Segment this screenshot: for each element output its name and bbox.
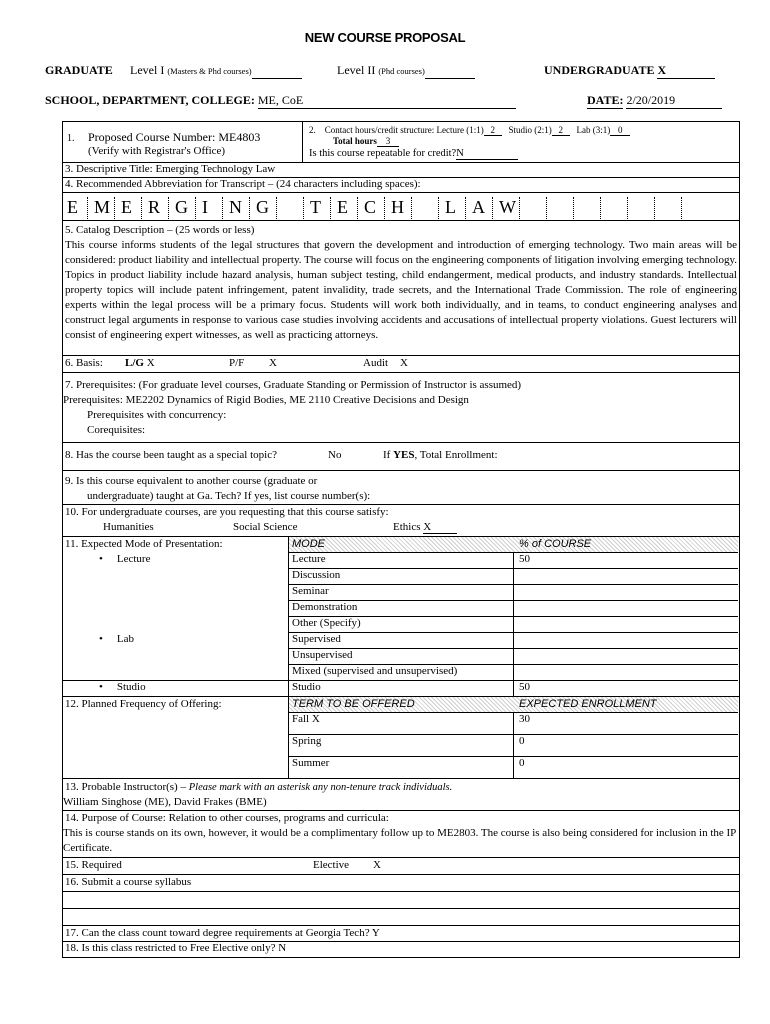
divider: [302, 122, 303, 162]
studio-hours-value: 2: [552, 125, 570, 136]
abbreviation-divider: [546, 197, 547, 219]
abbreviation-label: 4. Recommended Abbreviation for Transcript – (24 characters including spaces):: [65, 178, 421, 190]
abbreviation-char: W: [499, 197, 516, 217]
catalog-description: This course informs students of the legal structures that govern the development and introduction of emerging technology. Two main areas will be considered: product liability and intellectual property. The course will focus on the engineering components of litigation involving emerging technology. Topics in product liability include hazard analysis, human subject testing, child endangerment, medical products, and industry standards. Intellectual property topics will include patent infringement, patent invalidity, trade secrets, and the International Trade Commission. The role of engineering experts within the legal process will be a primary focus. Students will work both individually, and in teams, to conduct engineering analyses and construct legal arguments in response to various case studies involving accidents and accusations of intellectual property violations. Guest lecturers will consist of engineering expert witnesses, as well as practicing attorneys.: [65, 239, 737, 341]
descriptive-title: 3. Descriptive Title: Emerging Technology Law: [65, 163, 276, 175]
percent-column-header: % of COURSE: [519, 538, 592, 550]
school-label: SCHOOL, DEPARTMENT, COLLEGE:: [45, 93, 255, 107]
equivalent-line1: 9. Is this course equivalent to another course (graduate or: [65, 475, 318, 487]
abbreviation-divider: [249, 197, 250, 219]
abbreviation-divider: [384, 197, 385, 219]
corequisites: Corequisites:: [87, 424, 146, 436]
date-label: DATE:: [587, 93, 624, 107]
repeatable-label: Is this course repeatable for credit?: [309, 148, 457, 159]
term-name: Fall X: [292, 713, 320, 725]
row-free-elective: [63, 942, 739, 957]
prerequisites-value: Prerequisites: ME2202 Dynamics of Rigid Bodies, ME 2110 Creative Decisions and Design: [63, 394, 469, 406]
level2-label: Level II: [337, 63, 376, 77]
level1-note: (Masters & Phd courses): [167, 66, 252, 76]
purpose-label: 14. Purpose of Course: Relation to other courses, programs and curricula:: [65, 812, 389, 824]
mode-name: Demonstration: [292, 601, 358, 613]
degree-requirements: 17. Can the class count toward degree requirements at Georgia Tech? Y: [65, 927, 380, 939]
term-enrollment: 0: [519, 735, 525, 747]
enrollment-column-header: EXPECTED ENROLLMENT: [519, 698, 657, 710]
basis-lg-label: L/G: [125, 357, 144, 369]
term-enrollment: 0: [519, 757, 525, 769]
row-equivalent-course: [63, 471, 739, 505]
row-prerequisites: [63, 373, 739, 443]
total-hours-field: [333, 136, 399, 147]
mode-name: Other (Specify): [292, 617, 361, 629]
mode-group-label: Studio: [116, 681, 146, 693]
abbreviation-divider: [654, 197, 655, 219]
row-abbreviation: [63, 178, 739, 193]
lab-label: Lab (3:1): [576, 125, 611, 135]
mode-row-divider: [63, 680, 289, 681]
row-required: [63, 858, 739, 875]
undergraduate-value: X: [657, 63, 715, 79]
mode-name: Supervised: [292, 633, 341, 645]
abbreviation-divider: [357, 197, 358, 219]
row-catalog-description: [63, 221, 739, 356]
mode-percent: 50: [519, 553, 530, 565]
abbreviation-char: M: [94, 197, 111, 217]
abbreviation-char: E: [67, 197, 78, 217]
abbreviation-divider: [168, 197, 169, 219]
abbreviation-char: C: [364, 197, 377, 217]
basis-lg-value: X: [146, 357, 155, 369]
if-yes-prefix: If: [383, 449, 394, 461]
abbreviation-divider: [303, 197, 304, 219]
lecture-hours-value: 2: [484, 125, 502, 136]
page-title: NEW COURSE PROPOSAL: [304, 30, 466, 45]
basis-lg-field: [125, 357, 155, 369]
free-elective: 18. Is this class restricted to Free Elective only? N: [65, 942, 287, 954]
row-syllabus: [63, 875, 739, 892]
mode-name: Seminar: [292, 585, 329, 597]
abbreviation-divider: [330, 197, 331, 219]
abbreviation-char: G: [175, 197, 188, 217]
mode-percent: 50: [519, 681, 530, 693]
row-purpose: [63, 811, 739, 858]
row-special-topic: [63, 443, 739, 471]
abbreviation-divider: [141, 197, 142, 219]
abbreviation-divider: [600, 197, 601, 219]
abbreviation-divider: [492, 197, 493, 219]
row-mode-presentation: [63, 537, 739, 697]
special-topic-answer: No: [328, 449, 342, 461]
abbreviation-divider: [114, 197, 115, 219]
frequency-row-divider: [289, 734, 738, 735]
repeatable-value: N: [456, 148, 518, 160]
row-basis: [63, 356, 739, 373]
satisfy-question: 10. For undergraduate courses, are you requesting that this course satisfy:: [65, 506, 389, 518]
equivalent-line2: undergraduate) taught at Ga. Tech? If yes, list course number(s):: [87, 490, 371, 502]
proposal-form: [62, 121, 740, 958]
level2-note: (Phd courses): [378, 66, 425, 76]
basis-audit-value: X: [400, 357, 408, 369]
if-yes-suffix: , Total Enrollment:: [414, 449, 498, 461]
elective-label: Elective: [313, 859, 350, 871]
mode-name: Discussion: [292, 569, 341, 581]
mode-row-divider: [289, 632, 738, 633]
abbreviation-char: T: [310, 197, 321, 217]
abbreviation-divider: [411, 197, 412, 219]
catalog-heading: 5. Catalog Description – (25 words or less): [65, 224, 255, 236]
instructor-label: 13. Probable Instructor(s) –: [65, 781, 189, 793]
mode-group-label: Lab: [116, 633, 134, 645]
instructor-note: Please mark with an asterisk any non-tenure track individuals.: [188, 782, 453, 793]
mode-group: [99, 553, 150, 565]
ethics-field: [393, 521, 457, 534]
mode-row-divider: [289, 584, 738, 585]
prerequisites-concurrency: Prerequisites with concurrency:: [87, 409, 227, 421]
abbreviation-divider: [222, 197, 223, 219]
abbreviation-divider: [438, 197, 439, 219]
row-blank: [63, 892, 739, 909]
special-topic-question: 8. Has the course been taught as a special topic?: [65, 449, 277, 461]
abbreviation-divider: [519, 197, 520, 219]
mode-name: Lecture: [292, 553, 326, 565]
lab-hours-value: 0: [610, 125, 630, 136]
abbreviation-divider: [681, 197, 682, 219]
row-blank: [63, 909, 739, 926]
studio-label: Studio (2:1): [508, 125, 552, 135]
mode-row-divider: [289, 552, 738, 553]
instructor-heading: [65, 781, 452, 793]
mode-column-header: MODE: [292, 538, 325, 550]
contact-hours-label: Contact hours/credit structure: Lecture (1:1): [324, 125, 484, 135]
prerequisites-heading: 7. Prerequisites: (For graduate level courses, Graduate Standing or Permission of Instructor is assumed): [65, 379, 522, 391]
abbreviation-divider: [627, 197, 628, 219]
instructor-value: William Singhose (ME), David Frakes (BME): [63, 796, 267, 808]
s2-number: 2.: [309, 125, 316, 135]
graduate-row: [45, 63, 113, 78]
mode-row-divider: [289, 648, 738, 649]
frequency-label: 12. Planned Frequency of Offering:: [65, 698, 222, 710]
abbreviation-char: R: [148, 197, 161, 217]
abbreviation-boxes: [63, 193, 739, 221]
s1-number: 1.: [67, 133, 75, 144]
row-descriptive-title: [63, 163, 739, 178]
contact-hours-field: [309, 125, 630, 136]
mode-header-bg: [289, 537, 738, 552]
total-enrollment-label: [383, 449, 498, 461]
mode-name: Mixed (supervised and unsupervised): [292, 665, 458, 677]
purpose-body: This is course stands on its own, however, it would be a complimentary follow up to ME2803. The course is also being considered for inclusion in the IP Certificate.: [63, 827, 736, 854]
ethics-label: Ethics: [393, 521, 421, 533]
mode-group: [99, 633, 134, 645]
undergraduate-field: [544, 63, 715, 79]
basis-pf-value: X: [269, 357, 277, 369]
course-number-value: ME4803: [218, 130, 261, 144]
abbreviation-char: I: [202, 197, 208, 217]
row-course-number: [63, 122, 739, 163]
date-field: [587, 93, 722, 109]
social-science-label: Social Science: [233, 521, 298, 533]
undergraduate-label: UNDERGRADUATE: [544, 63, 655, 77]
school-field: [45, 93, 516, 109]
mode-row-divider: [289, 568, 738, 569]
term-enrollment: 30: [519, 713, 530, 725]
bullet-icon: •: [99, 681, 103, 693]
row-instructors: [63, 779, 739, 811]
level1-field: [130, 63, 302, 79]
humanities-label: Humanities: [103, 521, 154, 533]
row-degree-requirements: [63, 926, 739, 942]
abbreviation-divider: [276, 197, 277, 219]
abbreviation-char: E: [121, 197, 132, 217]
date-value: 2/20/2019: [626, 93, 722, 109]
level2-field: [337, 63, 475, 79]
required-label: 15. Required: [65, 859, 122, 871]
frequency-row-divider: [289, 712, 738, 713]
basis-pf-label: P/F: [229, 357, 245, 369]
ethics-value: X: [423, 521, 457, 534]
course-number-field: [88, 130, 260, 145]
abbreviation-char: N: [229, 197, 242, 217]
bullet-icon: •: [99, 553, 103, 565]
total-hours-value: 3: [377, 136, 399, 147]
abbreviation-char: A: [472, 197, 485, 217]
abbreviation-divider: [573, 197, 574, 219]
repeatable-field: [309, 148, 518, 160]
mode-name: Unsupervised: [292, 649, 353, 661]
basis-label: 6. Basis:: [65, 357, 103, 369]
syllabus-label: 16. Submit a course syllabus: [65, 876, 192, 888]
graduate-label: GRADUATE: [45, 63, 113, 77]
abbreviation-char: E: [337, 197, 348, 217]
abbreviation-divider: [195, 197, 196, 219]
row-frequency: [63, 697, 739, 779]
abbreviation-char: L: [445, 197, 456, 217]
course-number-label: Proposed Course Number:: [88, 130, 216, 144]
mode-label: 11. Expected Mode of Presentation:: [65, 538, 223, 550]
bullet-icon: •: [99, 633, 103, 645]
term-name: Summer: [292, 757, 330, 769]
mode-group: [99, 681, 146, 693]
course-number-note: (Verify with Registrar's Office): [88, 145, 226, 157]
mode-row-divider: [289, 680, 738, 681]
abbreviation-char: H: [391, 197, 404, 217]
term-column-header: TERM TO BE OFFERED: [292, 698, 415, 710]
abbreviation-divider: [87, 197, 88, 219]
abbreviation-char: G: [256, 197, 269, 217]
abbreviation-divider: [465, 197, 466, 219]
school-value: ME, CoE: [258, 93, 516, 109]
mode-name: Studio: [292, 681, 321, 693]
if-yes-bold: YES: [393, 449, 415, 461]
elective-value: X: [373, 859, 381, 871]
total-hours-label: Total hours: [333, 136, 377, 146]
row-undergrad-satisfy: [63, 505, 739, 537]
term-name: Spring: [292, 735, 322, 747]
frequency-row-divider: [289, 756, 738, 757]
mode-group-label: Lecture: [116, 553, 151, 565]
level1-label: Level I: [130, 63, 165, 77]
basis-audit-label: Audit: [363, 357, 389, 369]
